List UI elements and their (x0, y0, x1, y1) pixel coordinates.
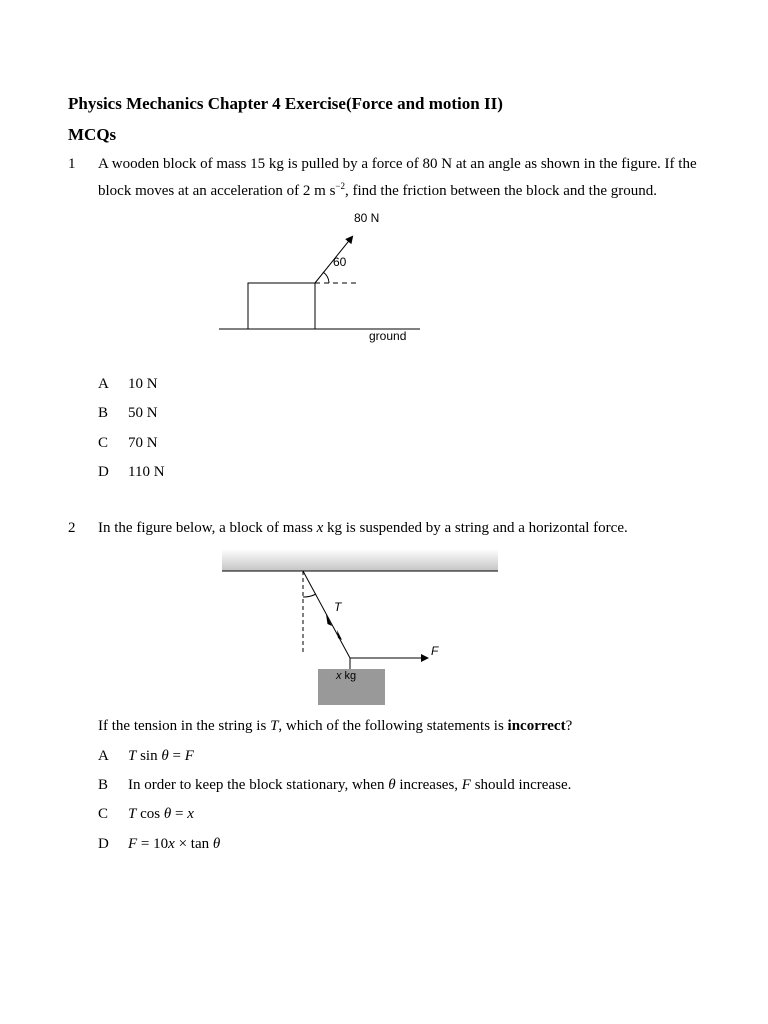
q2-option-b-text: In order to keep the block stationary, when θ increases, F should increase. (128, 777, 572, 793)
q1-option-b-letter: B (98, 405, 109, 421)
page-title: Physics Mechanics Chapter 4 Exercise(Force and motion II) (68, 94, 503, 113)
string (303, 571, 350, 658)
question-2-stem: If the tension in the string is T, which of the following statements is incorrect? (98, 718, 573, 734)
ground-label: ground (369, 329, 407, 343)
question-2-number: 2 (68, 520, 76, 536)
q2-option-a-letter: A (98, 748, 109, 764)
question-1-text-line1: A wooden block of mass 15 kg is pulled by a force of 80 N at an angle as shown in the figure. If the (98, 156, 697, 172)
tension-arrowhead-lower (337, 630, 342, 640)
q2-option-c-letter: C (98, 806, 109, 822)
wooden-block (248, 283, 315, 329)
question-1-number: 1 (68, 156, 76, 172)
ceiling (222, 549, 498, 571)
tension-label: T (334, 600, 342, 614)
tension-arrowhead-upper (326, 614, 332, 626)
theta-angle-arc (303, 594, 316, 597)
q2-option-a-text: T sin θ = F (128, 748, 194, 764)
q1-option-c-text: 70 N (128, 435, 158, 451)
q1-option-a-letter: A (98, 376, 109, 392)
horizontal-force-label: F (431, 644, 439, 658)
q2-option-b-letter: B (98, 777, 109, 793)
question-1-text-line2: block moves at an acceleration of 2 m $s^{-2}$, find the friction between the block and the ground. (98, 181, 657, 199)
q1-option-b-text: 50 N (128, 405, 158, 421)
question-2-text: In the figure below, a block of mass x kg is suspended by a string and a horizontal force. (98, 520, 628, 536)
q2-option-c-text: T cos θ = x (128, 806, 194, 822)
q1-option-d-text: 110 N (128, 464, 165, 480)
q1-option-c-letter: C (98, 435, 109, 451)
section-heading: MCQs (68, 125, 117, 144)
q2-option-d-text: F = 10x × tan θ (128, 836, 221, 852)
q2-option-d-letter: D (98, 836, 109, 852)
angle-arc (323, 272, 329, 283)
q1-option-a-text: 10 N (128, 376, 158, 392)
q1-option-d-letter: D (98, 464, 109, 480)
force-label: 80 N (354, 211, 380, 225)
angle-label: 60 (333, 255, 347, 269)
block-mass-label: x kg (336, 670, 357, 682)
